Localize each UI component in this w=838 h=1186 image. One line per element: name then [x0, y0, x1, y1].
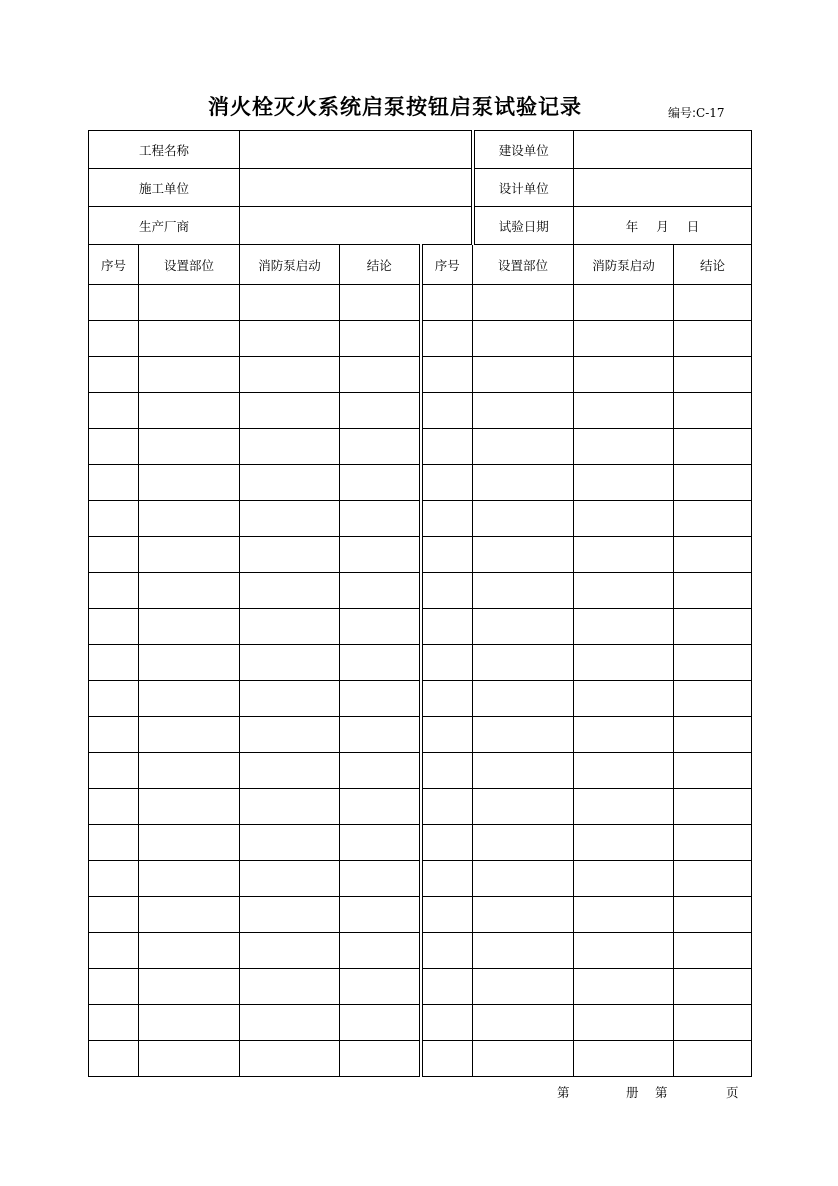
- header-seq-left: 序号: [89, 245, 139, 285]
- cell-location-left[interactable]: [139, 969, 240, 1005]
- date-month: 月: [656, 218, 669, 234]
- cell-location-right[interactable]: [473, 465, 574, 501]
- header-seq-right: 序号: [421, 245, 473, 285]
- cell-pump-start-right[interactable]: [574, 393, 674, 429]
- cell-seq-right[interactable]: [421, 933, 473, 969]
- cell-seq-right[interactable]: [421, 321, 473, 357]
- cell-location-right[interactable]: [473, 321, 574, 357]
- cell-pump-start-right[interactable]: [574, 357, 674, 393]
- table-row: [89, 609, 752, 645]
- table-row: [89, 645, 752, 681]
- cell-pump-start-left[interactable]: [240, 861, 340, 897]
- cell-conclusion-left[interactable]: [340, 429, 421, 465]
- cell-pump-start-left[interactable]: [240, 573, 340, 609]
- cell-conclusion-left[interactable]: [340, 501, 421, 537]
- cell-conclusion-right[interactable]: [674, 861, 752, 897]
- cell-location-left[interactable]: [139, 357, 240, 393]
- cell-seq-left[interactable]: [89, 573, 139, 609]
- cell-location-right[interactable]: [473, 537, 574, 573]
- info-row-manufacturer: [89, 207, 752, 245]
- cell-conclusion-left[interactable]: [340, 285, 421, 321]
- cell-pump-start-right[interactable]: [574, 285, 674, 321]
- table-row: [89, 825, 752, 861]
- cell-seq-right[interactable]: [421, 969, 473, 1005]
- header-location-right: 设置部位: [473, 245, 574, 285]
- table-row: [89, 753, 752, 789]
- cell-pump-start-right[interactable]: [574, 897, 674, 933]
- table-row: [89, 357, 752, 393]
- table-row: [89, 501, 752, 537]
- cell-pump-start-left[interactable]: [240, 717, 340, 753]
- cell-seq-right[interactable]: [421, 1041, 473, 1077]
- cell-conclusion-left[interactable]: [340, 393, 421, 429]
- cell-location-right[interactable]: [473, 789, 574, 825]
- footer-page-prefix: 第: [655, 1085, 668, 1100]
- cell-pump-start-left[interactable]: [240, 285, 340, 321]
- cell-pump-start-right[interactable]: [574, 717, 674, 753]
- cell-location-left[interactable]: [139, 501, 240, 537]
- table-row: [89, 1041, 752, 1077]
- cell-seq-left[interactable]: [89, 645, 139, 681]
- manufacturer-label: 生产厂商: [89, 207, 240, 245]
- table-row: [89, 465, 752, 501]
- table-row: [89, 429, 752, 465]
- cell-seq-left[interactable]: [89, 789, 139, 825]
- cell-pump-start-right[interactable]: [574, 1005, 674, 1041]
- cell-seq-left[interactable]: [89, 321, 139, 357]
- cell-location-left[interactable]: [139, 681, 240, 717]
- cell-location-left[interactable]: [139, 609, 240, 645]
- date-year: 年: [625, 218, 639, 234]
- cell-pump-start-left[interactable]: [240, 1041, 340, 1077]
- cell-pump-start-right[interactable]: [574, 1041, 674, 1077]
- header-conclusion-left: 结论: [340, 245, 421, 285]
- cell-conclusion-right[interactable]: [674, 357, 752, 393]
- cell-location-left[interactable]: [139, 897, 240, 933]
- table-row: [89, 393, 752, 429]
- cell-conclusion-right[interactable]: [674, 501, 752, 537]
- cell-pump-start-left[interactable]: [240, 1005, 340, 1041]
- cell-seq-left[interactable]: [89, 1005, 139, 1041]
- footer-volume-suffix: 册: [626, 1085, 639, 1100]
- cell-seq-right[interactable]: [421, 573, 473, 609]
- table-row: [89, 321, 752, 357]
- cell-conclusion-left[interactable]: [340, 537, 421, 573]
- cell-pump-start-left[interactable]: [240, 501, 340, 537]
- table-row: [89, 933, 752, 969]
- cell-location-right[interactable]: [473, 357, 574, 393]
- cell-conclusion-right[interactable]: [674, 717, 752, 753]
- table-row: [89, 681, 752, 717]
- cell-location-left[interactable]: [139, 285, 240, 321]
- cell-pump-start-left[interactable]: [240, 933, 340, 969]
- table-row: [89, 717, 752, 753]
- cell-location-left[interactable]: [139, 753, 240, 789]
- cell-location-left[interactable]: [139, 789, 240, 825]
- cell-location-right[interactable]: [473, 429, 574, 465]
- cell-conclusion-right[interactable]: [674, 609, 752, 645]
- cell-pump-start-right[interactable]: [574, 933, 674, 969]
- cell-pump-start-right[interactable]: [574, 609, 674, 645]
- cell-seq-left[interactable]: [89, 501, 139, 537]
- table-row: [89, 861, 752, 897]
- header-conclusion-right: 结论: [674, 245, 752, 285]
- cell-seq-left[interactable]: [89, 753, 139, 789]
- cell-conclusion-right[interactable]: [674, 429, 752, 465]
- test-date-label: 试验日期: [473, 207, 574, 245]
- cell-pump-start-left[interactable]: [240, 645, 340, 681]
- design-unit-field[interactable]: [574, 169, 752, 207]
- cell-conclusion-left[interactable]: [340, 861, 421, 897]
- cell-pump-start-left[interactable]: [240, 789, 340, 825]
- cell-seq-left[interactable]: [89, 1041, 139, 1077]
- table-row: [89, 789, 752, 825]
- cell-pump-start-right[interactable]: [574, 681, 674, 717]
- design-unit-label: 设计单位: [473, 169, 574, 207]
- header-location-left: 设置部位: [139, 245, 240, 285]
- cell-conclusion-left[interactable]: [340, 681, 421, 717]
- cell-seq-right[interactable]: [421, 1005, 473, 1041]
- cell-location-left[interactable]: [139, 825, 240, 861]
- cell-conclusion-left[interactable]: [340, 1005, 421, 1041]
- cell-pump-start-right[interactable]: [574, 501, 674, 537]
- project-name-field[interactable]: [240, 131, 473, 169]
- cell-seq-right[interactable]: [421, 465, 473, 501]
- cell-location-right[interactable]: [473, 393, 574, 429]
- builder-field[interactable]: [240, 169, 473, 207]
- cell-pump-start-left[interactable]: [240, 681, 340, 717]
- cell-conclusion-left[interactable]: [340, 1041, 421, 1077]
- cell-location-right[interactable]: [473, 753, 574, 789]
- cell-location-left[interactable]: [139, 861, 240, 897]
- cell-location-left[interactable]: [139, 573, 240, 609]
- project-name-label: 工程名称: [89, 131, 240, 169]
- cell-location-left[interactable]: [139, 393, 240, 429]
- cell-conclusion-right[interactable]: [674, 321, 752, 357]
- cell-conclusion-right[interactable]: [674, 681, 752, 717]
- cell-seq-right[interactable]: [421, 753, 473, 789]
- cell-conclusion-right[interactable]: [674, 645, 752, 681]
- date-day: 日: [686, 218, 700, 234]
- page-title: 消火栓灭火系统启泵按钮启泵试验记录: [208, 95, 582, 119]
- cell-seq-right[interactable]: [421, 645, 473, 681]
- cell-conclusion-right[interactable]: [674, 285, 752, 321]
- cell-conclusion-left[interactable]: [340, 897, 421, 933]
- document-code-value: C-17: [696, 106, 725, 120]
- cell-pump-start-right[interactable]: [574, 465, 674, 501]
- table-row: [89, 897, 752, 933]
- cell-pump-start-left[interactable]: [240, 393, 340, 429]
- cell-location-right[interactable]: [473, 969, 574, 1005]
- cell-conclusion-left[interactable]: [340, 789, 421, 825]
- builder-label: 施工单位: [89, 169, 240, 207]
- cell-seq-right[interactable]: [421, 429, 473, 465]
- cell-location-left[interactable]: [139, 465, 240, 501]
- cell-seq-left[interactable]: [89, 393, 139, 429]
- cell-conclusion-left[interactable]: [340, 609, 421, 645]
- info-row-builder: [89, 169, 752, 207]
- cell-location-right[interactable]: [473, 825, 574, 861]
- cell-pump-start-right[interactable]: [574, 861, 674, 897]
- cell-seq-left[interactable]: [89, 537, 139, 573]
- cell-conclusion-right[interactable]: [674, 753, 752, 789]
- cell-location-left[interactable]: [139, 321, 240, 357]
- cell-seq-right[interactable]: [421, 501, 473, 537]
- record-form: [88, 130, 752, 1077]
- cell-pump-start-left[interactable]: [240, 825, 340, 861]
- cell-seq-right[interactable]: [421, 789, 473, 825]
- document-code: [668, 104, 725, 121]
- header-pump-start-right: 消防泵启动: [574, 245, 674, 285]
- cell-pump-start-left[interactable]: [240, 321, 340, 357]
- cell-location-right[interactable]: [473, 285, 574, 321]
- cell-seq-left[interactable]: [89, 681, 139, 717]
- table-row: [89, 537, 752, 573]
- cell-conclusion-left[interactable]: [340, 717, 421, 753]
- cell-location-right[interactable]: [473, 573, 574, 609]
- cell-seq-right[interactable]: [421, 681, 473, 717]
- cell-pump-start-left[interactable]: [240, 753, 340, 789]
- cell-location-right[interactable]: [473, 501, 574, 537]
- cell-pump-start-left[interactable]: [240, 969, 340, 1005]
- cell-seq-left[interactable]: [89, 717, 139, 753]
- cell-seq-left[interactable]: [89, 897, 139, 933]
- cell-conclusion-right[interactable]: [674, 933, 752, 969]
- cell-conclusion-left[interactable]: [340, 645, 421, 681]
- cell-conclusion-right[interactable]: [674, 393, 752, 429]
- construction-unit-label: 建设单位: [473, 131, 574, 169]
- cell-location-right[interactable]: [473, 681, 574, 717]
- cell-location-left[interactable]: [139, 933, 240, 969]
- cell-conclusion-right[interactable]: [674, 789, 752, 825]
- cell-location-left[interactable]: [139, 537, 240, 573]
- table-row: [89, 285, 752, 321]
- cell-seq-right[interactable]: [421, 609, 473, 645]
- cell-location-left[interactable]: [139, 645, 240, 681]
- cell-conclusion-left[interactable]: [340, 825, 421, 861]
- table-header: [89, 245, 752, 285]
- cell-pump-start-right[interactable]: [574, 753, 674, 789]
- cell-pump-start-right[interactable]: [574, 573, 674, 609]
- cell-conclusion-left[interactable]: [340, 753, 421, 789]
- cell-pump-start-left[interactable]: [240, 429, 340, 465]
- manufacturer-field[interactable]: [240, 207, 473, 245]
- cell-seq-left[interactable]: [89, 609, 139, 645]
- cell-conclusion-left[interactable]: [340, 573, 421, 609]
- cell-pump-start-left[interactable]: [240, 609, 340, 645]
- cell-conclusion-right[interactable]: [674, 465, 752, 501]
- cell-location-right[interactable]: [473, 609, 574, 645]
- cell-conclusion-right[interactable]: [674, 573, 752, 609]
- cell-location-right[interactable]: [473, 861, 574, 897]
- cell-conclusion-left[interactable]: [340, 357, 421, 393]
- document-code-label: 编号:: [668, 106, 697, 120]
- cell-seq-left[interactable]: [89, 429, 139, 465]
- info-row-project: [89, 131, 752, 169]
- cell-location-right[interactable]: [473, 897, 574, 933]
- cell-conclusion-right[interactable]: [674, 1041, 752, 1077]
- cell-seq-right[interactable]: [421, 537, 473, 573]
- cell-conclusion-right[interactable]: [674, 897, 752, 933]
- cell-conclusion-right[interactable]: [674, 969, 752, 1005]
- cell-seq-left[interactable]: [89, 285, 139, 321]
- table-row: [89, 573, 752, 609]
- cell-pump-start-right[interactable]: [574, 969, 674, 1005]
- cell-conclusion-left[interactable]: [340, 465, 421, 501]
- cell-seq-right[interactable]: [421, 897, 473, 933]
- cell-location-right[interactable]: [473, 1005, 574, 1041]
- cell-conclusion-left[interactable]: [340, 969, 421, 1005]
- cell-seq-left[interactable]: [89, 933, 139, 969]
- cell-conclusion-right[interactable]: [674, 825, 752, 861]
- cell-pump-start-left[interactable]: [240, 537, 340, 573]
- cell-location-right[interactable]: [473, 933, 574, 969]
- cell-seq-left[interactable]: [89, 825, 139, 861]
- cell-seq-right[interactable]: [421, 357, 473, 393]
- cell-seq-right[interactable]: [421, 285, 473, 321]
- cell-seq-left[interactable]: [89, 861, 139, 897]
- cell-seq-right[interactable]: [421, 825, 473, 861]
- cell-conclusion-right[interactable]: [674, 1005, 752, 1041]
- cell-pump-start-left[interactable]: [240, 357, 340, 393]
- cell-seq-right[interactable]: [421, 717, 473, 753]
- cell-pump-start-right[interactable]: [574, 789, 674, 825]
- table-row: [89, 969, 752, 1005]
- cell-pump-start-left[interactable]: [240, 465, 340, 501]
- cell-conclusion-right[interactable]: [674, 537, 752, 573]
- cell-seq-right[interactable]: [421, 393, 473, 429]
- footer-page-suffix: 页: [726, 1085, 739, 1100]
- cell-pump-start-left[interactable]: [240, 897, 340, 933]
- construction-unit-field[interactable]: [574, 131, 752, 169]
- table-row: [89, 1005, 752, 1041]
- cell-location-left[interactable]: [139, 717, 240, 753]
- cell-seq-left[interactable]: [89, 357, 139, 393]
- cell-location-left[interactable]: [139, 1005, 240, 1041]
- cell-location-left[interactable]: [139, 429, 240, 465]
- cell-conclusion-left[interactable]: [340, 321, 421, 357]
- cell-pump-start-right[interactable]: [574, 429, 674, 465]
- cell-pump-start-right[interactable]: [574, 321, 674, 357]
- cell-seq-right[interactable]: [421, 861, 473, 897]
- cell-location-right[interactable]: [473, 1041, 574, 1077]
- footer-volume-prefix: 第: [557, 1085, 570, 1100]
- cell-location-left[interactable]: [139, 1041, 240, 1077]
- cell-pump-start-right[interactable]: [574, 825, 674, 861]
- header-pump-start-left: 消防泵启动: [240, 245, 340, 285]
- cell-location-right[interactable]: [473, 717, 574, 753]
- cell-pump-start-right[interactable]: [574, 537, 674, 573]
- cell-seq-left[interactable]: [89, 969, 139, 1005]
- cell-location-right[interactable]: [473, 645, 574, 681]
- cell-seq-left[interactable]: [89, 465, 139, 501]
- test-date-field[interactable]: [574, 207, 752, 245]
- cell-conclusion-left[interactable]: [340, 933, 421, 969]
- cell-pump-start-right[interactable]: [574, 645, 674, 681]
